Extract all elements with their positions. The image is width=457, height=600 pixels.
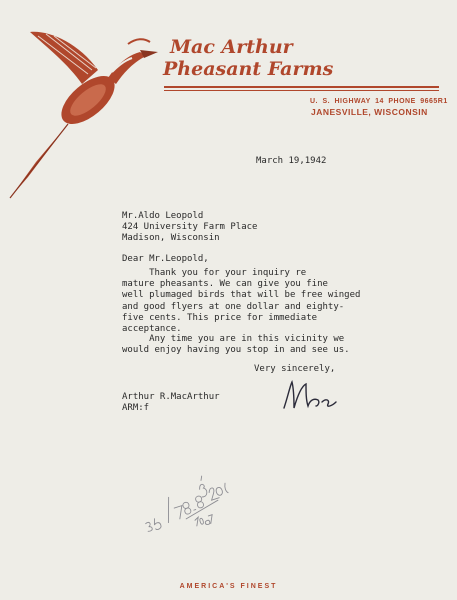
body-line: Thank you for your inquiry re [122,268,307,278]
recipient-line: 424 University Farm Place [122,222,258,233]
letter-date: March 19,1942 [256,156,327,166]
brand-name-line1: Mac Arthur [170,36,293,58]
pheasant-icon [8,12,168,202]
handwritten-signature [280,378,340,412]
signature-block [122,392,220,414]
footer-tagline: AMERICA'S FINEST [179,583,278,590]
body-paragraph-2 [122,334,350,356]
recipient-line: Mr.Aldo Leopold [122,211,204,221]
body-paragraph-1 [122,268,360,335]
address-line1: U. S. HIGHWAY 14 PHONE 9665R1 [310,98,448,105]
salutation: Dear Mr.Leopold, [122,254,209,264]
letterhead-rule [164,86,439,88]
recipient-address [122,211,257,245]
body-line: acceptance. [122,324,182,335]
recipient-line: Madison, Wisconsin [122,233,220,244]
body-line: mature pheasants. We can give you fine [122,279,328,290]
body-line: Any time you are in this vicinity we [122,334,345,344]
body-line: five cents. This price for immediate [122,312,318,323]
letterhead-rule-thin [164,90,439,91]
address-line2: JANESVILLE, WISCONSIN [311,107,428,117]
closing: Very sincerely, [254,364,336,374]
body-line: and good flyers at one dollar and eighty- [122,301,345,312]
signer-name: Arthur R.MacArthur [122,392,220,402]
pencil-notation [136,464,236,534]
body-line: would enjoy having you stop in and see us. [122,345,350,356]
signer-initials: ARM:f [122,403,150,414]
body-line: well plumaged birds that will be free winged [122,290,361,301]
brand-name-line2: Pheasant Farms [163,58,334,80]
